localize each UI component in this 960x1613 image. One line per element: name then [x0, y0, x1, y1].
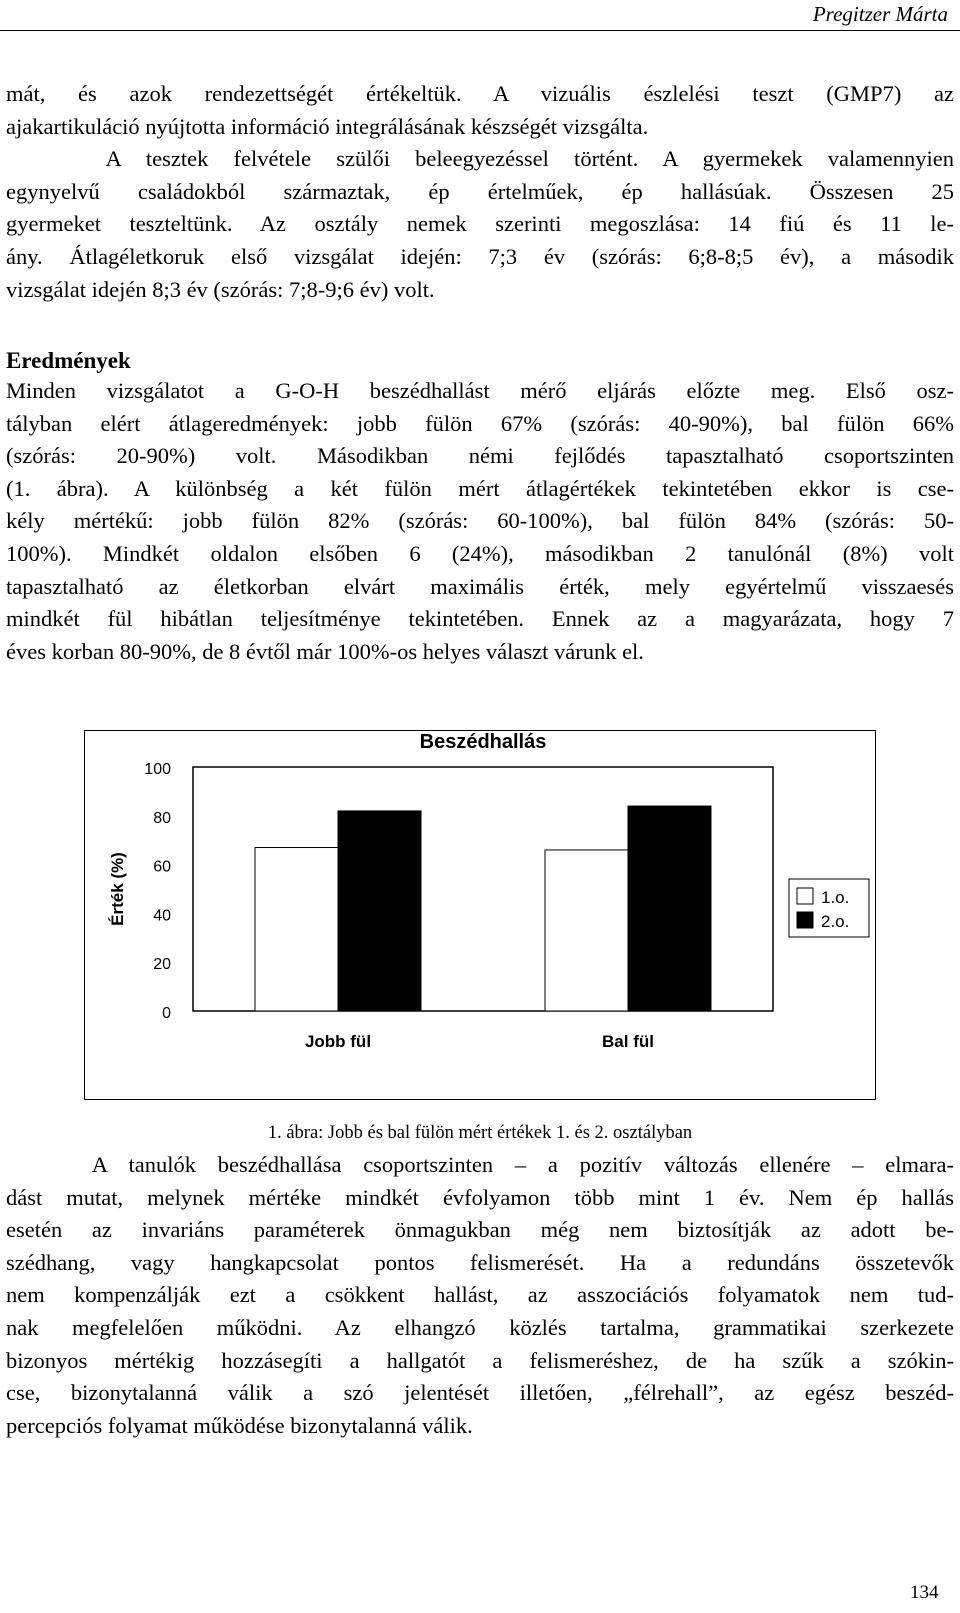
legend-label: 1.o.: [821, 888, 850, 907]
text-line: gyermeket teszteltünk. Az osztály nemek szerinti megoszlása: 14 fiú és 11 le-: [6, 211, 954, 237]
text-line: kély mértékű: jobb fülön 82% (szórás: 60-100%), bal fülön 84% (szórás: 50-: [6, 508, 954, 534]
text-line: vizsgálat idején 8;3 év (szórás: 7;8-9;6 év) volt.: [6, 276, 435, 302]
header-divider: [0, 30, 960, 31]
chart-title: Beszédhallás: [419, 731, 547, 753]
text-line: esetén az invariáns paraméterek önmagukban még nem biztosítják az adott be-: [6, 1217, 954, 1243]
text-line: percepciós folyamat működése bizonytalanná válik.: [6, 1412, 473, 1438]
y-tick-label: 0: [162, 1005, 171, 1022]
text-line: (szórás: 20-90%) volt. Másodikban némi fejlődés tapasztalható csoportszinten: [6, 443, 954, 469]
text-line: (1. ábra). A különbség a két fülön mért átlagértékek tekintetében ekkor is cse-: [6, 475, 954, 501]
y-tick-label: 60: [153, 858, 171, 876]
running-head-author: Pregitzer Márta: [812, 2, 948, 26]
x-category-label: Bal fül: [602, 1032, 654, 1051]
text-line: ajakartikuláció nyújtotta információ integrálásának készségét vizsgálta.: [6, 113, 649, 139]
figure-chart-container: [84, 730, 876, 1100]
paragraph-results: [6, 375, 954, 668]
y-axis-label: Érték (%): [108, 852, 127, 926]
bar-1: [255, 848, 338, 1011]
text-line: Minden vizsgálatot a G-O-H beszédhallást mérő eljárás előzte meg. Első osz-: [6, 378, 954, 403]
text-line: bizonyos mértékig hozzásegíti a hallgatót a felismeréshez, de ha szűk a szókin-: [6, 1347, 954, 1373]
y-tick-label: 40: [153, 907, 171, 925]
text-line: A tesztek felvétele szülői beleegyezéssel történt. A gyermekek valamennyien: [6, 146, 954, 172]
bar-2: [628, 806, 711, 1011]
y-tick-label: 100: [144, 761, 171, 778]
paragraph-discussion: [6, 1149, 954, 1442]
text-line: A tanulók beszédhallása csoportszinten – a pozitív változás ellenére – elmara-: [6, 1152, 954, 1177]
section-heading-results: Eredmények: [6, 348, 131, 373]
text-line: szédhang, vagy hangkapcsolat pontos felismerését. Ha a redundáns összetevők: [6, 1249, 954, 1275]
bar-2: [338, 811, 421, 1011]
legend-swatch: [797, 888, 813, 904]
text-line: mindkét fül hibátlan teljesítménye tekintetében. Ennek az a magyarázata, hogy 7: [6, 606, 954, 632]
y-tick-label: 80: [153, 809, 171, 827]
legend-swatch: [797, 912, 813, 928]
bar-1: [545, 850, 628, 1011]
y-tick-label: 20: [153, 956, 171, 974]
text-line: egynyelvű családokból származtak, ép értelműek, ép hallásúak. Összesen 25: [6, 178, 954, 204]
text-line: nem kompenzálják ezt a csökkent hallást, az asszociációs folyamatok nem tud-: [6, 1282, 954, 1308]
text-line: tapasztalható az életkorban elvárt maximális érték, mely egyértelmű visszaesés: [6, 573, 954, 599]
x-category-label: Jobb fül: [304, 1032, 372, 1051]
text-line: dást mutat, melynek mértéke mindkét évfolyamon több mint 1 év. Nem ép hallás: [6, 1184, 954, 1210]
text-line: 100%). Mindkét oldalon elsőben 6 (24%), másodikban 2 tanulónál (8%) volt: [6, 540, 954, 566]
bar-chart: [85, 731, 875, 1099]
page-number: 134: [910, 1582, 939, 1603]
text-line: mát, és azok rendezettségét értékeltük. A vizuális észlelési teszt (GMP7) az: [6, 81, 954, 106]
text-line: éves korban 80-90%, de 8 évtől már 100%-os helyes választ várunk el.: [6, 638, 644, 664]
paragraph-methods: [6, 78, 954, 306]
text-line: nak megfelelően működni. Az elhangzó közlés tartalma, grammatikai szerkezete: [6, 1314, 954, 1340]
legend-label: 2.o.: [821, 912, 850, 931]
text-line: tályban elért átlageredmények: jobb fülön 67% (szórás: 40-90%), bal fülön 66%: [6, 410, 954, 436]
figure-caption: 1. ábra: Jobb és bal fülön mért értékek 1. és 2. osztályban: [267, 1123, 693, 1143]
text-line: cse, bizonytalanná válik a szó jelentését illetően, „félrehall”, az egész beszéd-: [6, 1380, 954, 1406]
text-line: ány. Átlagéletkoruk első vizsgálat idején: 7;3 év (szórás: 6;8-8;5 év), a második: [6, 243, 954, 269]
